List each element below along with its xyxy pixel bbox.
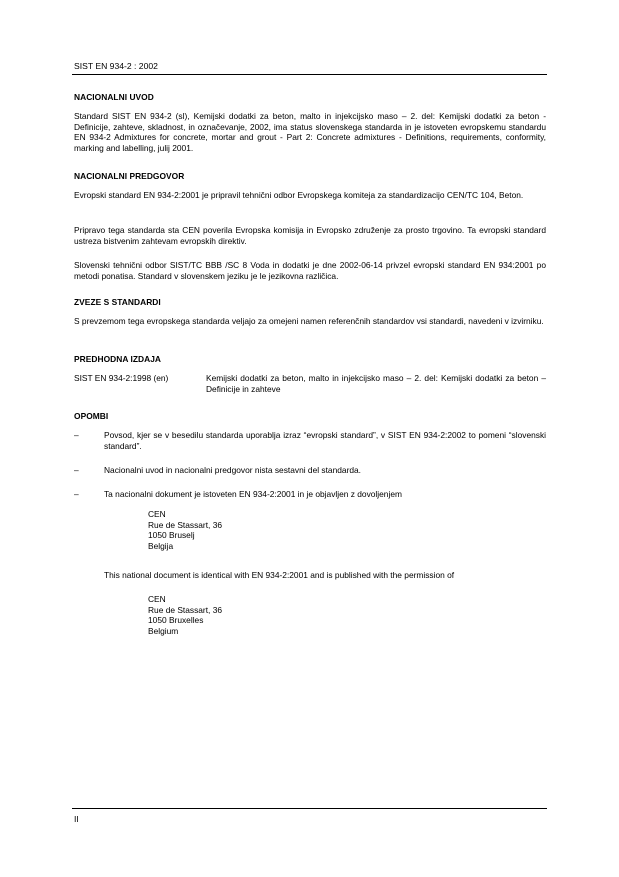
address-line: Belgium (148, 625, 179, 636)
predgovor-paragraph-3: Slovenski tehnični odbor SIST/TC BBB /SC 8 Voda in dodatki je dne 2002-06-14 privzel evropski standard EN 934:2001 po metodi ponatisa. Standard v slovenskem jeziku je le jezikovna različica. (74, 260, 546, 281)
footer-rule (72, 808, 547, 809)
list-bullet: – (74, 430, 79, 440)
address-line: CEN (148, 509, 166, 519)
list-bullet: – (74, 465, 79, 475)
list-item: Ta nacionalni dokument je istoveten EN 934-2:2001 in je objavljen z dovoljenjem (104, 489, 402, 499)
previous-edition-code: SIST EN 934-2:1998 (en) (74, 373, 169, 383)
list-bullet: – (74, 489, 79, 499)
heading-predhodna-izdaja: PREDHODNA IZDAJA (74, 354, 162, 364)
heading-nacionalni-predgovor: NACIONALNI PREDGOVOR (74, 171, 185, 181)
address-line: Rue de Stassart, 36 (148, 519, 223, 530)
heading-zveze-s-standardi: ZVEZE S STANDARDI (74, 297, 161, 307)
header-doc-id: SIST EN 934-2 : 2002 (74, 61, 158, 71)
address-line: Rue de Stassart, 36 (148, 604, 223, 615)
footer-page-number: II (74, 814, 79, 824)
uvod-paragraph: Standard SIST EN 934-2 (sl), Kemijski dodatki za beton, malto in injekcijsko maso – 2. del: Kemijski dodatki za beton - Definicije, zahteve, skladnost, in označevanje, 2002, ima status slovenskega standarda in je istoveten evropskemu standardu EN 934-2 Admixtures for concrete, mortar and grout - Part 2: Concrete admixtures - Definitions, requirements, conformity, marking and labelling, julij 2001. (74, 111, 546, 153)
heading-opombi: OPOMBI (74, 411, 109, 421)
list-item: Povsod, kjer se v besedilu standarda uporablja izraz “evropski standard”, v SIST EN 934-2:2002 to pomeni “slovenski standard”. (104, 430, 546, 451)
heading-nacionalni-uvod: NACIONALNI UVOD (74, 92, 154, 102)
address-line: CEN (148, 594, 166, 604)
address-line: 1050 Bruxelles (148, 615, 204, 626)
address-line: Belgija (148, 540, 174, 551)
predgovor-paragraph-1: Evropski standard EN 934-2:2001 je pripravil tehnični odbor Evropskega komiteja za standardizacijo CEN/TC 104, Beton. (74, 190, 524, 200)
cen-address-en (148, 594, 222, 636)
cen-address-sl (148, 509, 222, 551)
header-rule (72, 74, 547, 75)
list-item: Nacionalni uvod in nacionalni predgovor nista sestavni del standarda. (104, 465, 361, 475)
address-line: 1050 Bruselj (148, 530, 195, 541)
predgovor-paragraph-2: Pripravo tega standarda sta CEN poverila Evropska komisija in Evropsko združenje za prosto trgovino. Ta evropski standard ustreza bistvenim zahtevam evropskih direktiv. (74, 225, 546, 246)
previous-edition-description: Kemijski dodatki za beton, malto in injekcijsko maso – 2. del: Kemijski dodatki za beton – Definicije in zahteve (206, 373, 546, 394)
english-permission-note: This national document is identical with EN 934-2:2001 and is published with the permission of (104, 570, 455, 580)
zveze-paragraph: S prevzemom tega evropskega standarda veljajo za omejeni namen referenčnih standardov vsi standardi, navedeni v izvirniku. (74, 316, 544, 326)
